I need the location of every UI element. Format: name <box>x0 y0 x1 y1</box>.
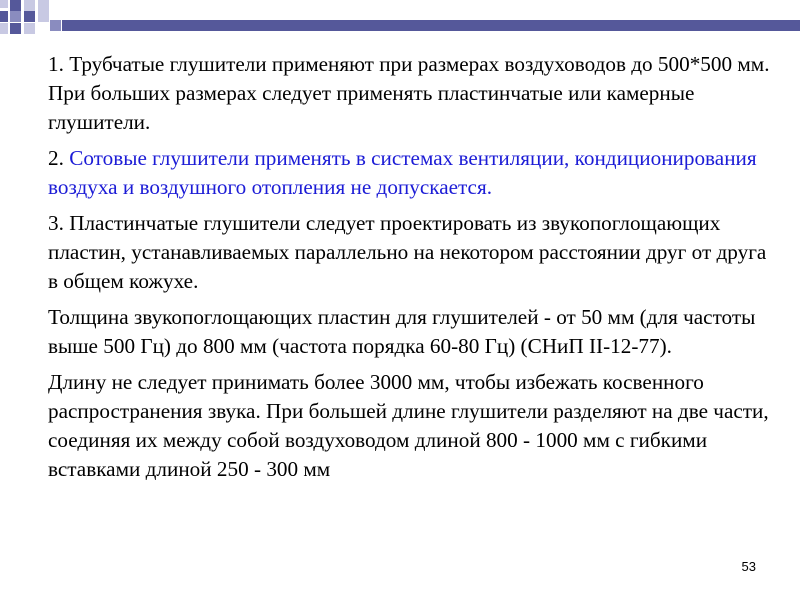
decor-square <box>38 0 49 11</box>
slide-body <box>48 50 778 491</box>
paragraph-3-text: Пластинчатые глушители следует проектировать из звукопоглощающих пластин, устанавливаемых параллельно на некотором расстоянии друг от друга в общем кожухе. <box>48 211 767 293</box>
decor-square <box>24 0 35 11</box>
paragraph-2 <box>48 144 778 202</box>
decor-square <box>24 11 35 22</box>
decor-square <box>38 11 49 22</box>
decor-square <box>10 11 21 22</box>
decor-square <box>10 0 21 11</box>
paragraph-5 <box>48 368 778 484</box>
decor-square <box>0 23 8 34</box>
decor-square <box>50 20 61 31</box>
header-rule <box>62 20 800 31</box>
paragraph-2-text: Сотовые глушители применять в системах вентиляции, кондиционирования воздуха и воздушного отопления не допускается. <box>48 146 757 199</box>
paragraph-1-text: Трубчатые глушители применяют при размерах воздуховодов до 500*500 мм. При больших размерах следует применять пластинчатые или камерные глушители. <box>48 52 770 134</box>
paragraph-4-text: Толщина звукопоглощающих пластин для глушителей - от 50 мм (для частоты выше 500 Гц) до 800 мм (частота порядка 60-80 Гц) (СНиП II-12-77). <box>48 305 756 358</box>
paragraph-2-number: 2. <box>48 146 70 170</box>
paragraph-3-number: 3. <box>48 211 70 235</box>
decor-square <box>10 23 21 34</box>
paragraph-5-text: Длину не следует принимать более 3000 мм, чтобы избежать косвенного распространения звука. При большей длине глушители разделяют на две части, соединяя их между собой воздуховодом длиной 800 - 1000 мм с гибкими вставками длиной 250 - 300 мм <box>48 370 769 481</box>
page-number: 53 <box>741 559 756 574</box>
paragraph-1-number: 1. <box>48 52 70 76</box>
decor-square <box>0 11 8 22</box>
paragraph-1 <box>48 50 778 137</box>
decor-square <box>24 23 35 34</box>
paragraph-3 <box>48 209 778 296</box>
paragraph-4 <box>48 303 778 361</box>
decor-square <box>0 0 8 8</box>
